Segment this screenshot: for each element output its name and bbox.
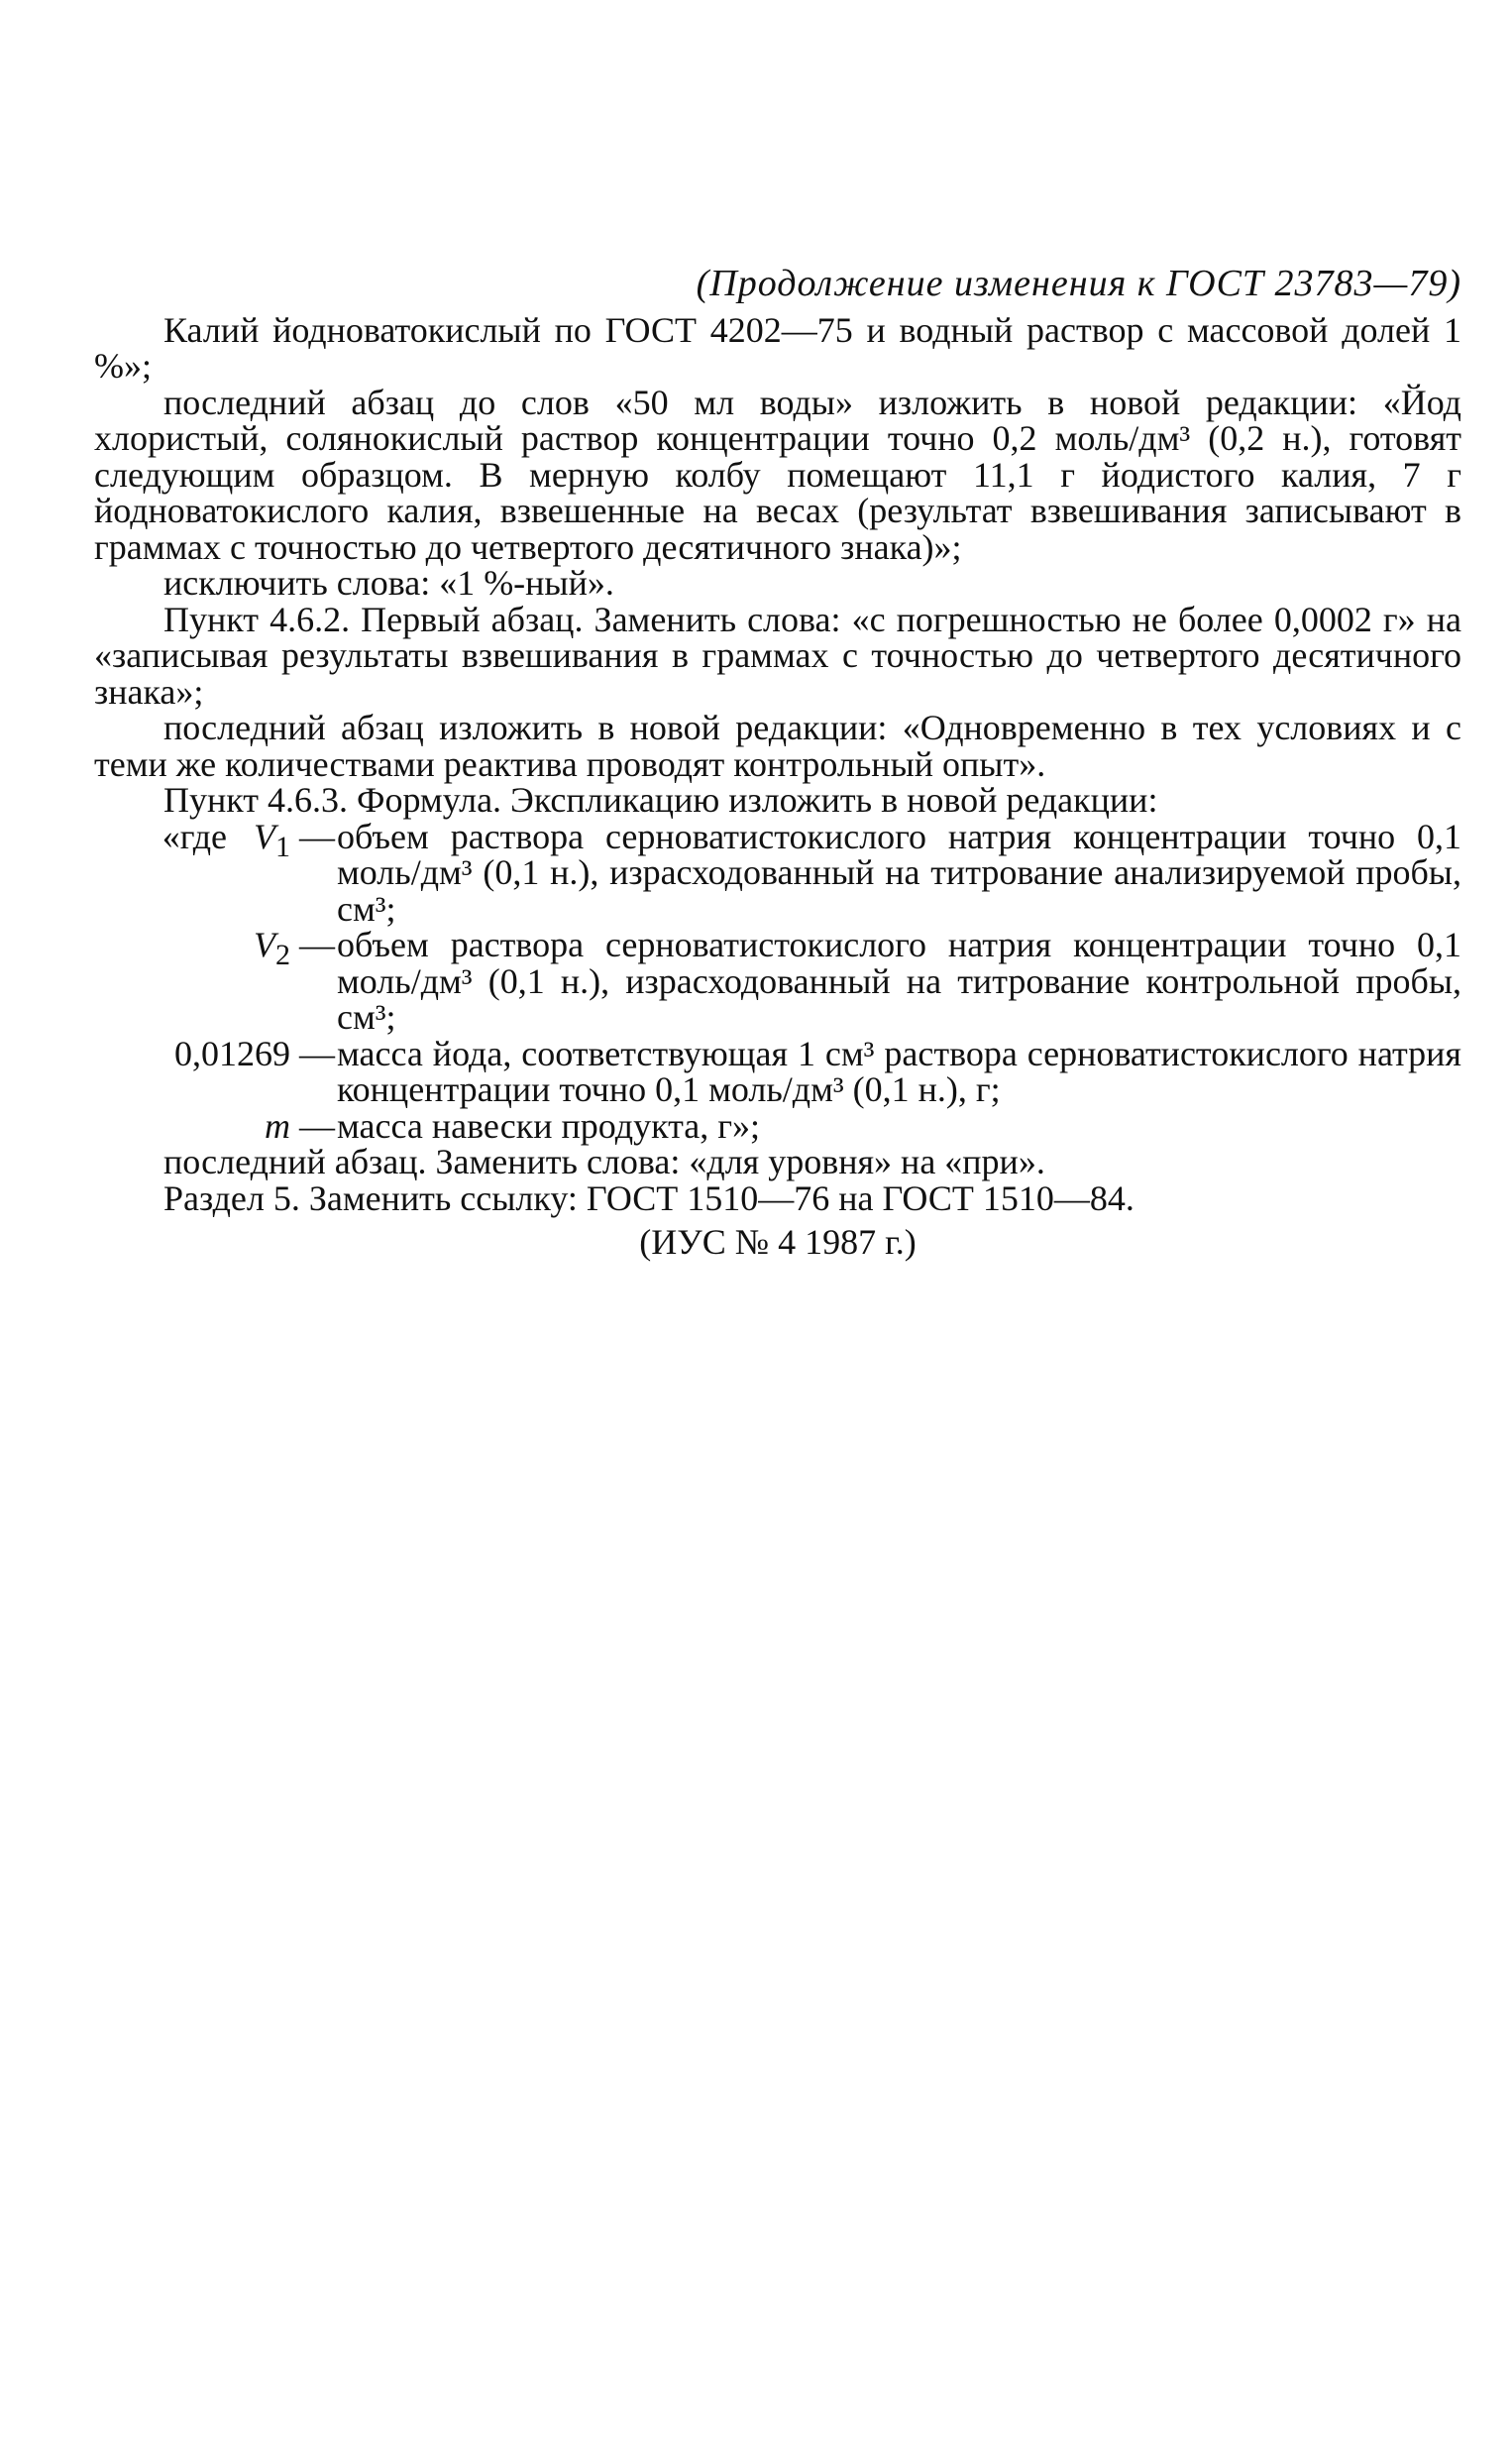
variable-subscript: 2	[275, 939, 290, 972]
formula-lead-word: «где	[162, 816, 227, 856]
definition-dash: —	[290, 1033, 335, 1073]
formula-desc-m: масса навески продукта, г»;	[337, 1105, 761, 1146]
formula-explication	[94, 816, 1461, 1146]
variable-symbol: m	[265, 1105, 290, 1146]
paragraph-control-test: последний абзац изложить в новой редакции: «Одновременно в тех условиях и с теми же количествами реактива проводят контрольный опыт».	[94, 708, 1461, 784]
variable-symbol: V	[254, 925, 275, 964]
formula-term-v1	[94, 816, 337, 928]
definition-dash: —	[290, 816, 335, 856]
continuation-header: (Продолжение изменения к ГОСТ 23783—79)	[696, 263, 1461, 304]
paragraph-clause-4-6-3: Пункт 4.6.3. Формула. Экспликацию изложить в новой редакции:	[163, 780, 1158, 820]
formula-term-v2	[94, 927, 337, 1036]
paragraph-section-5: Раздел 5. Заменить ссылку: ГОСТ 1510—76 на ГОСТ 1510—84.	[163, 1177, 1134, 1218]
paragraph-clause-4-6-2: Пункт 4.6.2. Первый абзац. Заменить слова: «с погрешностью не более 0,0002 г» на «записывая результаты взвешивания в граммах с точностью до четвертого десятичного знака»;	[94, 599, 1461, 712]
document-page	[94, 263, 1461, 1262]
definition-dash: —	[290, 1105, 335, 1146]
coefficient-symbol: 0,01269	[174, 1033, 290, 1073]
variable-symbol: V	[254, 816, 275, 856]
paragraph-last-paragraph: последний абзац. Заменить слова: «для уровня» на «при».	[163, 1142, 1045, 1181]
formula-term-coefficient	[94, 1033, 337, 1108]
paragraph-exclude-words: исключить слова: «1 %-ный».	[163, 563, 614, 603]
formula-desc-coefficient: масса йода, соответствующая 1 см³ раствора серноватистокислого натрия концентрации точно 0,1 моль/дм³ (0,1 н.), г;	[337, 1033, 1461, 1109]
source-footer: (ИУС № 4 1987 г.)	[639, 1222, 917, 1262]
formula-term-m	[94, 1105, 337, 1146]
formula-desc-v1: объем раствора серноватистокислого натрия концентрации точно 0,1 моль/дм³ (0,1 н.), израсходованный на титрование анализируемой пробы, см³;	[337, 816, 1461, 929]
variable-subscript: 1	[275, 830, 290, 863]
formula-desc-v2: объем раствора серноватистокислого натрия концентрации точно 0,1 моль/дм³ (0,1 н.), израсходованный на титрование контрольной пробы, см³;	[337, 925, 1461, 1037]
paragraph-iodine-chloride: последний абзац до слов «50 мл воды» изложить в новой редакции: «Йод хлористый, солянокислый раствор концентрации точно 0,2 моль/дм³ (0,2 н.), готовят следующим образцом. В мерную колбу помещают 11,1 г йодистого калия, 7 г йодноватокислого калия, взвешенные на весах (результат взвешивания записывают в граммах с точностью до четвертого десятичного знака)»;	[94, 382, 1461, 567]
definition-dash: —	[290, 925, 335, 964]
paragraph-potassium-iodate: Калий йодноватокислый по ГОСТ 4202—75 и водный раствор с массовой долей 1 %»;	[94, 309, 1461, 386]
